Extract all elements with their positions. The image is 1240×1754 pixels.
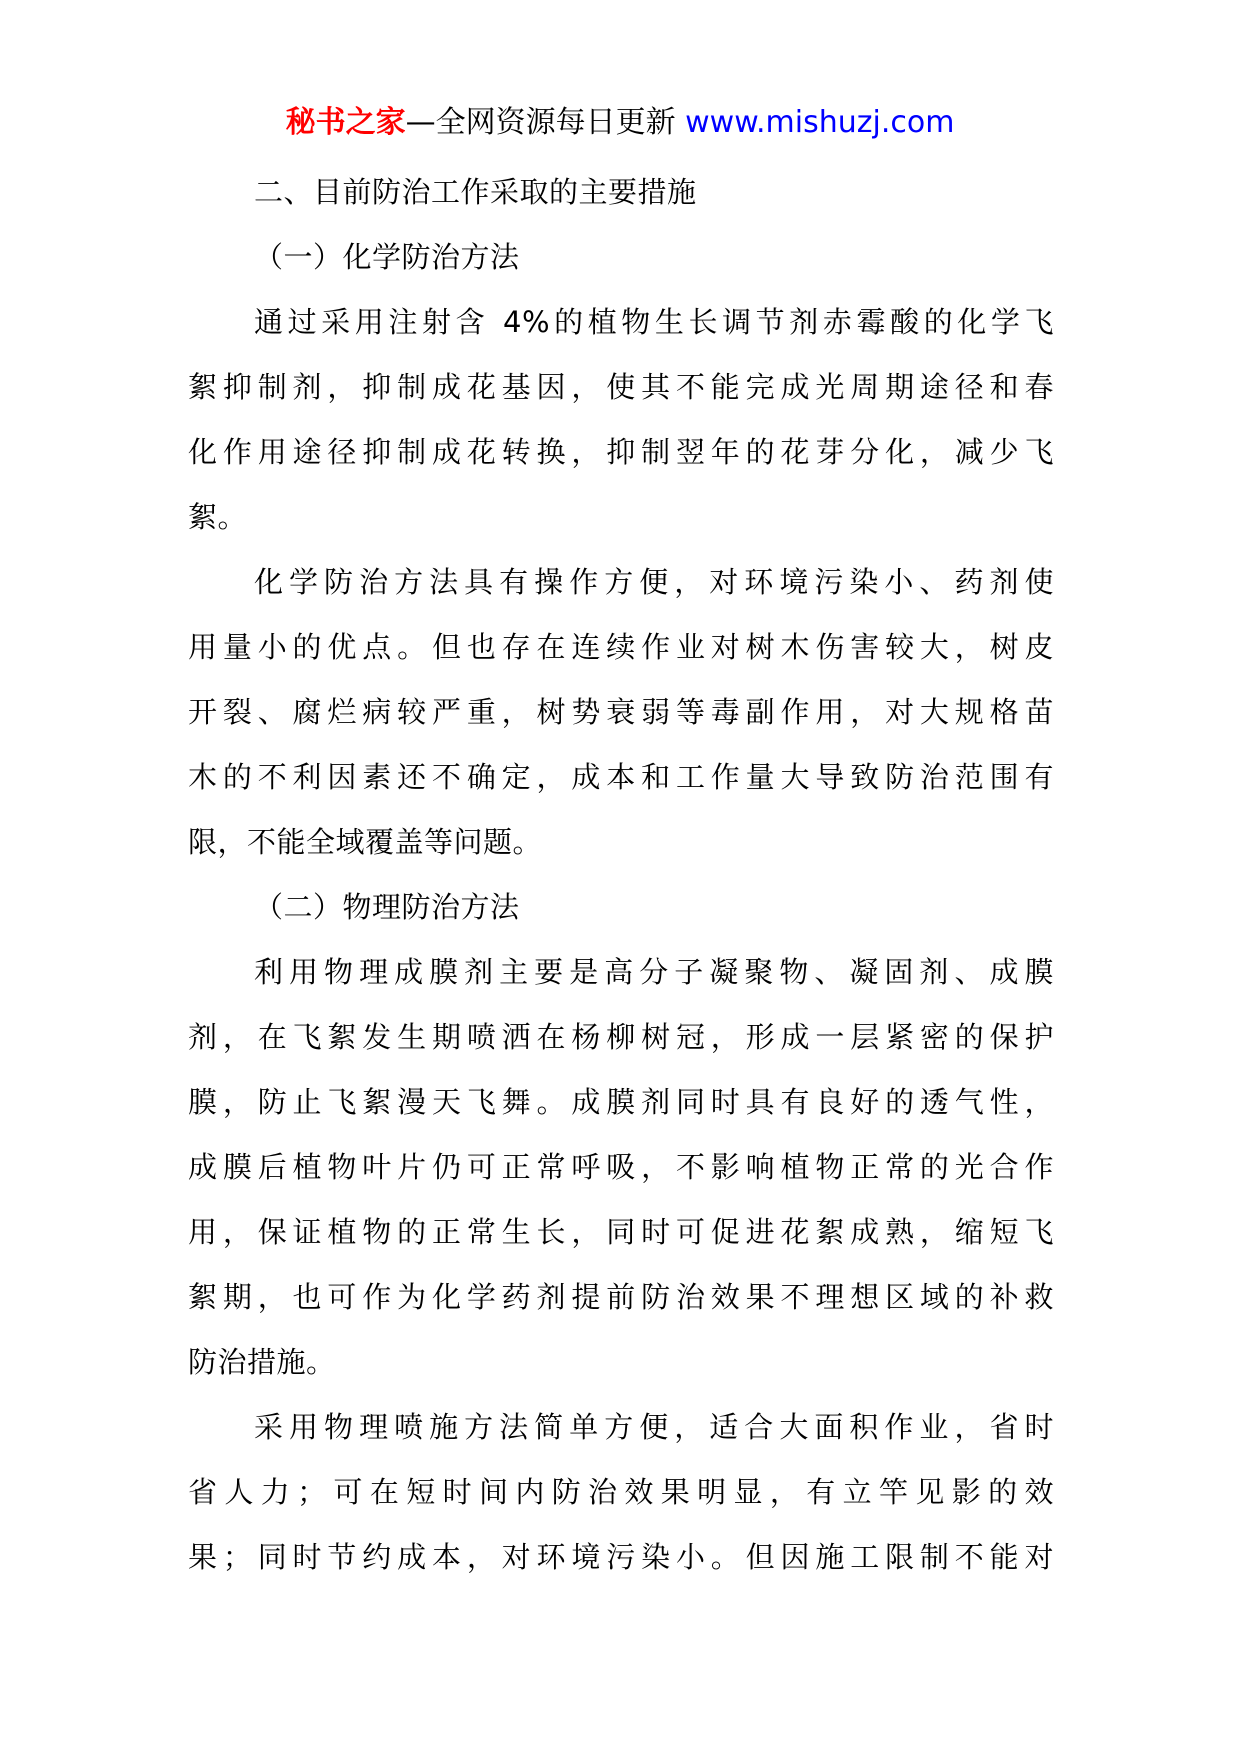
- section-heading: 二、目前防治工作采取的主要措施: [254, 175, 697, 209]
- paragraph-line: 膜，防止飞絮漫天飞舞。成膜剂同时具有良好的透气性，: [188, 1085, 1054, 1119]
- header-tagline: —全网资源每日更新: [405, 105, 676, 140]
- paragraph-line: 利用物理成膜剂主要是高分子凝聚物、凝固剂、成膜: [254, 955, 1054, 989]
- paragraph-line: 限，不能全域覆盖等问题。: [188, 825, 543, 859]
- paragraph-line: 省人力；可在短时间内防治效果明显，有立竿见影的效: [188, 1475, 1054, 1509]
- paragraph-line: 开裂、腐烂病较严重，树势衰弱等毒副作用，对大规格苗: [188, 695, 1054, 729]
- paragraph-line: 化作用途径抑制成花转换，抑制翌年的花芽分化，减少飞: [188, 435, 1054, 469]
- document-body: [188, 160, 1054, 1590]
- paragraph-line: 用，保证植物的正常生长，同时可促进花絮成熟，缩短飞: [188, 1215, 1054, 1249]
- paragraph-line: 絮期，也可作为化学药剂提前防治效果不理想区域的补救: [188, 1280, 1054, 1314]
- paragraph-line: 通过采用注射含 4%的植物生长调节剂赤霉酸的化学飞: [254, 305, 1054, 339]
- paragraph-line: 果；同时节约成本，对环境污染小。但因施工限制不能对: [188, 1540, 1054, 1574]
- paragraph-line: 絮。: [188, 500, 248, 534]
- site-url-link[interactable]: www.mishuzj.com: [685, 105, 955, 140]
- paragraph-line: 防治措施。: [188, 1345, 336, 1379]
- paragraph-line: 木的不利因素还不确定，成本和工作量大导致防治范围有: [188, 760, 1054, 794]
- paragraph-line: 化学防治方法具有操作方便，对环境污染小、药剂使: [254, 565, 1054, 599]
- paragraph-line: 采用物理喷施方法简单方便，适合大面积作业，省时: [254, 1410, 1054, 1444]
- paragraph-line: 用量小的优点。但也存在连续作业对树木伤害较大，树皮: [188, 630, 1054, 664]
- paragraph-line: 剂，在飞絮发生期喷洒在杨柳树冠，形成一层紧密的保护: [188, 1020, 1054, 1054]
- subsection-heading: （一）化学防治方法: [254, 240, 520, 274]
- site-header: [0, 103, 1240, 143]
- brand-name: 秘书之家: [285, 105, 406, 140]
- paragraph-line: 成膜后植物叶片仍可正常呼吸，不影响植物正常的光合作: [188, 1150, 1054, 1184]
- subsection-heading: （二）物理防治方法: [254, 890, 520, 924]
- paragraph-line: 絮抑制剂，抑制成花基因，使其不能完成光周期途径和春: [188, 370, 1054, 404]
